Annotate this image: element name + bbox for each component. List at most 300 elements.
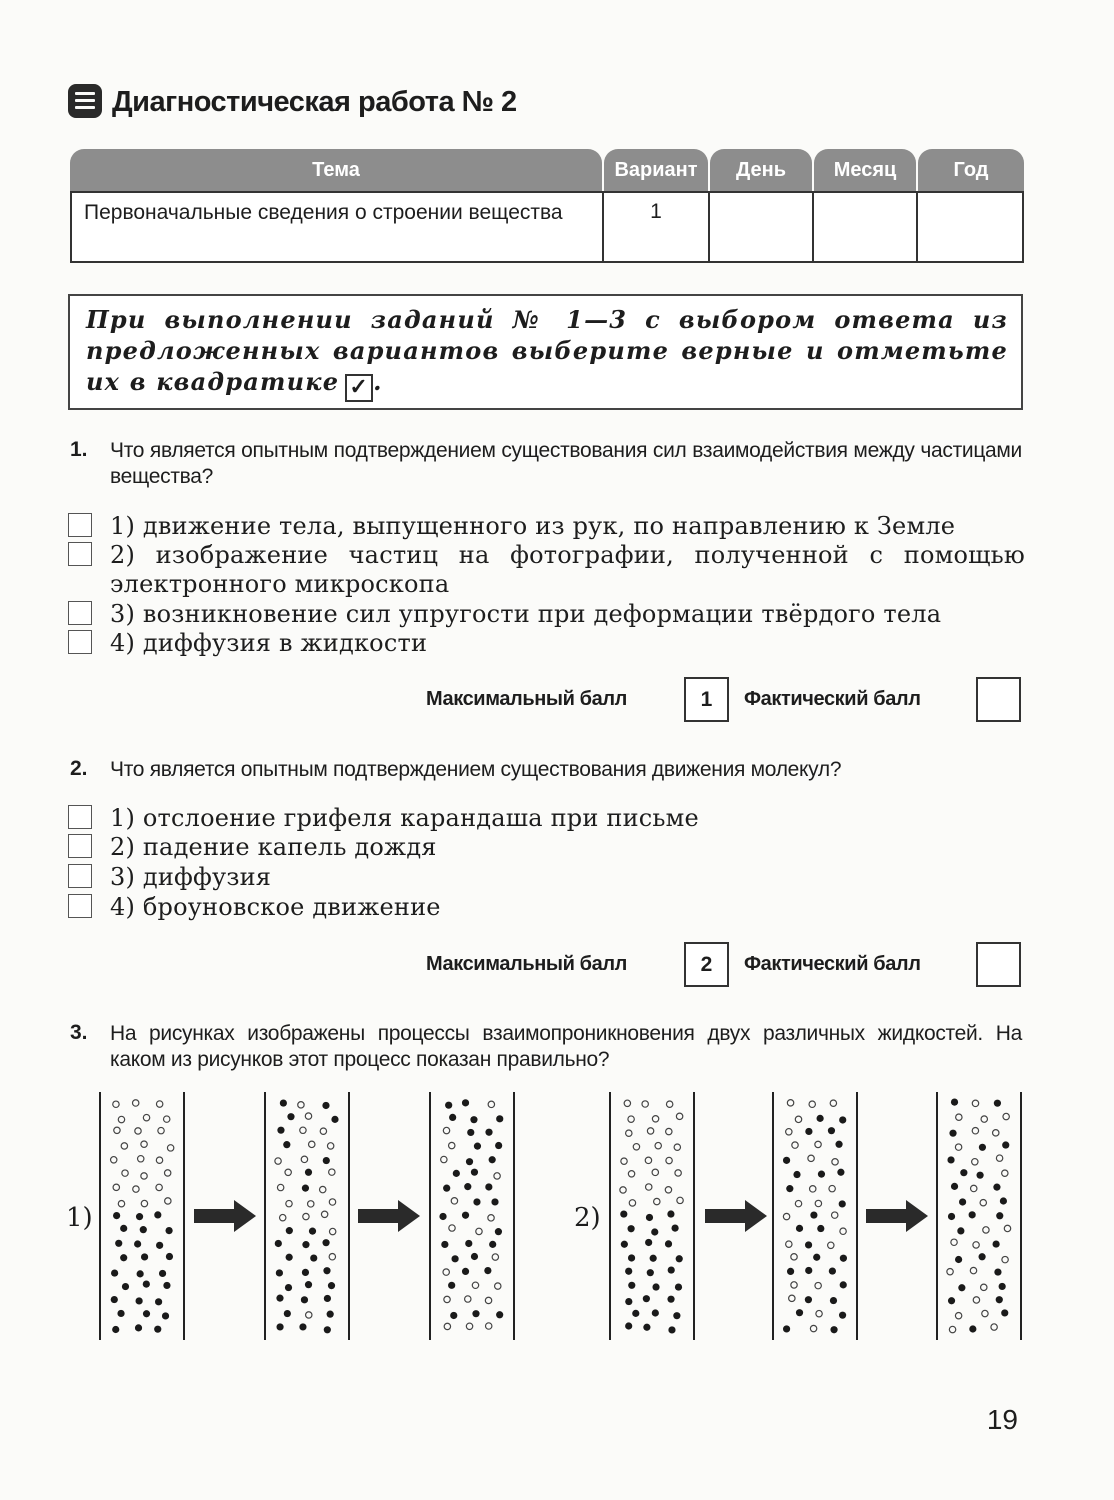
light-particle: [666, 1128, 672, 1134]
page-title: Диагностическая работа № 2: [112, 86, 517, 118]
light-particle: [449, 1225, 455, 1231]
dark-particle: [951, 1183, 958, 1190]
answer-option: 2) изображение частиц на фотографии, полученной с помощью электронного микроскопа: [110, 541, 1025, 598]
dark-particle: [443, 1185, 450, 1192]
light-particle: [135, 1128, 141, 1134]
light-particle: [783, 1213, 789, 1219]
light-particle: [666, 1101, 672, 1107]
dark-particle: [949, 1130, 956, 1137]
dark-particle: [828, 1127, 835, 1134]
light-particle: [972, 1128, 978, 1134]
light-particle: [676, 1113, 682, 1119]
light-particle: [973, 1242, 979, 1248]
dark-particle: [805, 1241, 812, 1248]
dark-particle: [1001, 1309, 1008, 1316]
month-field[interactable]: [814, 193, 916, 261]
light-particle: [809, 1101, 815, 1107]
light-particle: [626, 1130, 632, 1136]
dark-particle: [451, 1255, 458, 1262]
dark-particle: [813, 1254, 820, 1261]
dark-particle: [466, 1158, 473, 1165]
light-particle: [495, 1283, 501, 1289]
dark-particle: [166, 1253, 173, 1260]
light-particle: [492, 1254, 498, 1260]
answer-checkbox-q1-2[interactable]: [68, 542, 92, 566]
dark-particle: [955, 1256, 962, 1263]
light-particle: [628, 1171, 634, 1177]
dark-particle: [668, 1326, 675, 1333]
light-particle: [674, 1144, 680, 1150]
light-particle: [156, 1101, 162, 1107]
dark-particle: [301, 1296, 308, 1303]
dark-particle: [472, 1310, 479, 1317]
dark-particle: [143, 1310, 150, 1317]
light-particle: [655, 1142, 661, 1148]
light-particle: [329, 1169, 335, 1175]
dark-particle: [471, 1169, 478, 1176]
dark-particle: [439, 1213, 446, 1220]
light-particle: [983, 1227, 989, 1233]
dark-particle: [322, 1102, 329, 1109]
light-particle: [141, 1200, 147, 1206]
dark-particle: [839, 1116, 846, 1123]
dark-particle: [328, 1282, 335, 1289]
light-particle: [786, 1129, 792, 1135]
light-particle: [789, 1295, 795, 1301]
dark-particle: [793, 1171, 800, 1178]
light-particle: [275, 1158, 281, 1164]
light-particle: [494, 1173, 500, 1179]
light-particle: [329, 1254, 335, 1260]
dark-particle: [117, 1310, 124, 1317]
dark-particle: [163, 1282, 170, 1289]
light-particle: [955, 1144, 961, 1150]
dark-particle: [817, 1225, 824, 1232]
light-particle: [444, 1296, 450, 1302]
light-particle: [305, 1113, 311, 1119]
answer-option: 1) движение тела, выпущенного из рук, по направлению к Земле: [110, 512, 956, 540]
dark-particle: [112, 1326, 119, 1333]
dark-particle: [628, 1254, 635, 1261]
dark-particle: [957, 1227, 964, 1234]
dark-particle: [465, 1240, 472, 1247]
dark-particle: [495, 1228, 502, 1235]
light-particle: [1002, 1170, 1008, 1176]
light-particle: [443, 1127, 449, 1133]
dark-particle: [159, 1270, 166, 1277]
arrow-icon: [194, 1200, 256, 1232]
light-particle: [810, 1186, 816, 1192]
figure-label-1: 1): [66, 1203, 93, 1233]
answer-option: 3) возникновение сил упругости при деформации твёрдого тела: [110, 600, 942, 628]
light-particle: [141, 1173, 147, 1179]
figure-label-2: 2): [574, 1203, 601, 1233]
dark-particle: [993, 1240, 1000, 1247]
col-header-topic: Тема: [70, 149, 602, 191]
dark-particle: [783, 1157, 790, 1164]
light-particle: [309, 1141, 315, 1147]
light-particle: [449, 1142, 455, 1148]
dark-particle: [625, 1268, 632, 1275]
light-particle: [167, 1145, 173, 1151]
dark-particle: [969, 1325, 976, 1332]
dark-particle: [120, 1225, 127, 1232]
dark-particle: [453, 1170, 460, 1177]
dark-particle: [165, 1227, 172, 1234]
dark-particle: [324, 1326, 331, 1333]
dark-particle: [489, 1156, 496, 1163]
dark-particle: [284, 1310, 291, 1317]
dark-particle: [817, 1115, 824, 1122]
dark-particle: [323, 1267, 330, 1274]
dark-particle: [996, 1212, 1003, 1219]
dark-particle: [628, 1225, 635, 1232]
dark-particle: [473, 1198, 480, 1205]
year-field[interactable]: [918, 193, 1022, 261]
dark-particle: [643, 1324, 650, 1331]
light-particle: [465, 1296, 471, 1302]
actual-score-label: Фактический балл: [744, 953, 921, 975]
dark-particle: [1000, 1197, 1007, 1204]
dark-particle: [958, 1284, 965, 1291]
dark-particle: [837, 1169, 844, 1176]
dark-particle: [951, 1098, 958, 1105]
dark-particle: [667, 1296, 674, 1303]
dark-particle: [652, 1283, 659, 1290]
light-particle: [645, 1157, 651, 1163]
dark-particle: [156, 1242, 163, 1249]
dark-particle: [464, 1183, 471, 1190]
light-particle: [956, 1114, 962, 1120]
dark-particle: [959, 1198, 966, 1205]
dark-particle: [628, 1282, 635, 1289]
dark-particle: [668, 1266, 675, 1273]
dark-particle: [625, 1322, 632, 1329]
col-header-variant: Вариант: [604, 149, 708, 191]
light-particle: [642, 1101, 648, 1107]
light-particle: [1003, 1113, 1009, 1119]
light-particle: [118, 1201, 124, 1207]
dark-particle: [287, 1113, 294, 1120]
dark-particle: [646, 1214, 653, 1221]
dark-particle: [496, 1311, 503, 1318]
light-particle: [792, 1142, 798, 1148]
light-particle: [993, 1130, 999, 1136]
light-particle: [666, 1157, 672, 1163]
dark-particle: [305, 1281, 312, 1288]
dark-particle: [143, 1280, 150, 1287]
dark-particle: [286, 1227, 293, 1234]
dark-particle: [449, 1114, 456, 1121]
dark-particle: [979, 1144, 986, 1151]
dark-particle: [154, 1326, 161, 1333]
dark-particle: [322, 1239, 329, 1246]
question-number: 3.: [70, 1021, 88, 1044]
light-particle: [621, 1158, 627, 1164]
light-particle: [620, 1187, 626, 1193]
worksheet-icon: [68, 84, 102, 118]
answer-checkbox-q2-3[interactable]: [68, 864, 92, 888]
dark-particle: [830, 1326, 837, 1333]
dark-particle: [120, 1254, 127, 1261]
dark-particle: [840, 1281, 847, 1288]
light-particle: [815, 1141, 821, 1147]
light-particle: [795, 1116, 801, 1122]
dark-particle: [496, 1115, 503, 1122]
light-particle: [832, 1159, 838, 1165]
light-particle: [286, 1200, 292, 1206]
dark-particle: [111, 1296, 118, 1303]
dark-particle: [830, 1297, 837, 1304]
light-particle: [122, 1170, 128, 1176]
question-text: Что является опытным подтверждением существования движения молекул?: [110, 758, 842, 781]
light-particle: [829, 1185, 835, 1191]
light-particle: [466, 1323, 472, 1329]
light-particle: [816, 1310, 822, 1316]
dark-particle: [280, 1099, 287, 1106]
actual-score-label: Фактический балл: [744, 688, 921, 710]
light-particle: [280, 1214, 286, 1220]
light-particle: [830, 1100, 836, 1106]
dark-particle: [485, 1129, 492, 1136]
dark-particle: [665, 1240, 672, 1247]
light-particle: [141, 1141, 147, 1147]
answer-option: 4) диффузия в жидкости: [110, 629, 428, 657]
dark-particle: [829, 1267, 836, 1274]
question-number: 2.: [70, 757, 88, 780]
light-particle: [165, 1198, 171, 1204]
dark-particle: [276, 1295, 283, 1302]
dark-particle: [796, 1225, 803, 1232]
light-particle: [329, 1199, 335, 1205]
light-particle: [980, 1200, 986, 1206]
light-particle: [633, 1144, 639, 1150]
light-particle: [114, 1127, 120, 1133]
light-particle: [646, 1184, 652, 1190]
light-particle: [815, 1200, 821, 1206]
light-particle: [675, 1170, 681, 1176]
light-particle: [970, 1267, 976, 1273]
light-particle: [138, 1156, 144, 1162]
dark-particle: [993, 1184, 1000, 1191]
arrow-icon: [358, 1200, 420, 1232]
answer-option: 1) отслоение грифеля карандаша при письме: [110, 804, 699, 832]
dark-particle: [969, 1211, 976, 1218]
dark-particle: [471, 1253, 478, 1260]
col-header-year: Год: [918, 149, 1024, 191]
light-particle: [665, 1187, 671, 1193]
dark-particle: [994, 1100, 1001, 1107]
arrow-icon: [866, 1200, 928, 1232]
dark-particle: [111, 1269, 118, 1276]
col-header-day: День: [710, 149, 812, 191]
light-particle: [949, 1326, 955, 1332]
dark-particle: [324, 1295, 331, 1302]
light-particle: [301, 1156, 307, 1162]
page-number: 19: [986, 1404, 1018, 1435]
dark-particle: [676, 1255, 683, 1262]
dark-particle: [302, 1185, 309, 1192]
day-field[interactable]: [710, 193, 812, 261]
dark-particle: [122, 1283, 129, 1290]
light-particle: [981, 1284, 987, 1290]
variant-cell: 1: [650, 200, 662, 223]
light-particle: [973, 1297, 979, 1303]
light-particle: [164, 1116, 170, 1122]
light-particle: [654, 1198, 660, 1204]
light-particle: [972, 1100, 978, 1106]
light-particle: [951, 1239, 957, 1245]
instruction-text: При выполнении заданий № 1—3 с выбором ответа из предложенных вариантов выберите верные и отметьте их в квадратике ✓ .: [86, 305, 1008, 400]
light-particle: [996, 1155, 1002, 1161]
dark-particle: [489, 1241, 496, 1248]
light-particle: [306, 1312, 312, 1318]
light-particle: [451, 1198, 457, 1204]
max-score-label: Максимальный балл: [426, 953, 627, 975]
dark-particle: [632, 1310, 639, 1317]
light-particle: [164, 1170, 170, 1176]
light-particle: [327, 1143, 333, 1149]
dark-particle: [960, 1169, 967, 1176]
dark-particle: [305, 1169, 312, 1176]
question-number: 1.: [70, 438, 88, 461]
dark-particle: [276, 1323, 283, 1330]
actual-score-field[interactable]: [976, 942, 1021, 987]
dark-particle: [805, 1296, 812, 1303]
dark-particle: [137, 1270, 144, 1277]
max-score-value: 2: [684, 942, 729, 987]
dark-particle: [786, 1185, 793, 1192]
light-particle: [320, 1128, 326, 1134]
dark-particle: [675, 1283, 682, 1290]
dark-particle: [136, 1213, 143, 1220]
dark-particle: [835, 1141, 842, 1148]
dark-particle: [491, 1198, 498, 1205]
light-particle: [321, 1211, 327, 1217]
light-particle: [329, 1228, 335, 1234]
dark-particle: [621, 1241, 628, 1248]
light-particle: [443, 1269, 449, 1275]
dark-particle: [647, 1269, 654, 1276]
light-particle: [815, 1282, 821, 1288]
light-particle: [113, 1101, 119, 1107]
answer-checkbox-q1-4[interactable]: [68, 630, 92, 654]
dark-particle: [275, 1240, 282, 1247]
dark-particle: [462, 1099, 469, 1106]
dark-particle: [667, 1210, 674, 1217]
dark-particle: [485, 1183, 492, 1190]
light-particle: [787, 1100, 793, 1106]
light-particle: [441, 1156, 447, 1162]
dark-particle: [140, 1226, 147, 1233]
light-particle: [277, 1184, 283, 1190]
light-particle: [971, 1185, 977, 1191]
light-particle: [947, 1268, 953, 1274]
light-particle: [486, 1323, 492, 1329]
answer-checkbox-q2-4[interactable]: [68, 894, 92, 918]
dark-particle: [484, 1267, 491, 1274]
dark-particle: [310, 1254, 317, 1261]
dark-particle: [277, 1127, 284, 1134]
col-header-month: Месяц: [814, 149, 916, 191]
dark-particle: [818, 1171, 825, 1178]
dark-particle: [810, 1211, 817, 1218]
light-particle: [444, 1323, 450, 1329]
light-particle: [156, 1184, 162, 1190]
light-particle: [158, 1127, 164, 1133]
dark-particle: [450, 1312, 457, 1319]
dark-particle: [994, 1268, 1001, 1275]
light-particle: [955, 1312, 961, 1318]
dark-particle: [162, 1312, 169, 1319]
dark-particle: [495, 1142, 502, 1149]
light-particle: [143, 1114, 149, 1120]
answer-checkbox-q2-2[interactable]: [68, 834, 92, 858]
light-particle: [121, 1143, 127, 1149]
light-particle: [1004, 1225, 1010, 1231]
light-particle: [472, 1282, 478, 1288]
light-particle: [133, 1186, 139, 1192]
dark-particle: [448, 1282, 455, 1289]
dark-particle: [283, 1141, 290, 1148]
dark-particle: [285, 1284, 292, 1291]
dark-particle: [979, 1253, 986, 1260]
answer-option: 4) броуновское движение: [110, 893, 441, 921]
light-particle: [156, 1157, 162, 1163]
dark-particle: [650, 1255, 657, 1262]
dark-particle: [155, 1298, 162, 1305]
light-particle: [624, 1100, 630, 1106]
dark-particle: [620, 1210, 627, 1217]
dark-particle: [805, 1128, 812, 1135]
light-particle: [118, 1116, 124, 1122]
question-text: На рисунках изображены процессы взаимопроникновения двух различных жидкостей. На каком из рисунков этот процесс показан правильно?: [110, 1022, 1022, 1071]
dark-particle: [645, 1239, 652, 1246]
answer-checkbox-q2-1[interactable]: [68, 805, 92, 829]
light-particle: [476, 1228, 482, 1234]
dark-particle: [999, 1283, 1006, 1290]
light-particle: [303, 1213, 309, 1219]
dark-particle: [996, 1296, 1003, 1303]
actual-score-field[interactable]: [976, 677, 1021, 722]
dark-particle: [976, 1172, 983, 1179]
dark-particle: [134, 1240, 141, 1247]
dark-particle: [115, 1240, 122, 1247]
light-particle: [113, 1184, 119, 1190]
dark-particle: [643, 1295, 650, 1302]
light-particle: [320, 1186, 326, 1192]
light-particle: [791, 1254, 797, 1260]
answer-checkbox-q1-1[interactable]: [68, 513, 92, 537]
light-particle: [485, 1297, 491, 1303]
light-particle: [795, 1200, 801, 1206]
light-particle: [628, 1116, 634, 1122]
dark-particle: [467, 1129, 474, 1136]
light-particle: [786, 1241, 792, 1247]
light-particle: [132, 1100, 138, 1106]
answer-option: 2) падение капель дождя: [110, 833, 437, 861]
dark-particle: [135, 1324, 142, 1331]
dark-particle: [299, 1323, 306, 1330]
max-score-label: Максимальный балл: [426, 688, 627, 710]
dark-particle: [445, 1102, 452, 1109]
light-particle: [832, 1212, 838, 1218]
light-particle: [308, 1201, 314, 1207]
answer-checkbox-q1-3[interactable]: [68, 601, 92, 625]
light-particle: [982, 1310, 988, 1316]
light-particle: [840, 1228, 846, 1234]
dark-particle: [805, 1267, 812, 1274]
